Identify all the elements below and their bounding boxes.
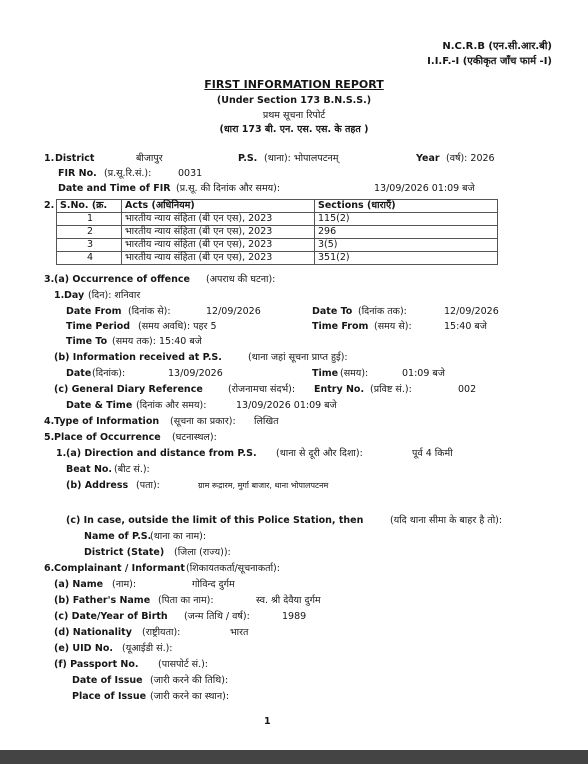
nationality-label-hindi: (राष्ट्रीयता): [142,627,181,638]
entry-no-label: Entry No. [314,384,365,395]
gd-reference-label: (c) General Diary Reference [54,384,203,395]
info-date-label: Date [66,368,92,379]
cell-sno: 2 [57,226,122,239]
acts-sections-table [56,199,498,265]
date-to-label-hindi: (दिनांक तक): [358,306,407,317]
gd-datetime-label: Date & Time [66,400,133,411]
nationality-value: भारत [230,627,249,638]
date-to-label: Date To [312,306,353,317]
day-label: Day [64,290,85,301]
dob-value: 1989 [282,611,307,622]
iif-header: I.I.F.-I (एकीकृत जाँच फार्म -I) [427,56,552,67]
time-period-value: (समय अवधि): पहर 5 [138,321,217,332]
district-value: बीजापुर [136,153,163,164]
info-date-label-hindi: (दिनांक): [92,368,126,379]
info-type-label: Type of Information [54,416,160,427]
fir-no-label: FIR No. [58,168,97,179]
place-of-issue-label-hindi: (जारी करने का स्थान): [150,691,230,702]
table-row [57,226,498,239]
ps-name-label-hindi: (थाना का नाम): [150,531,207,542]
time-period-label: Time Period [66,321,131,332]
date-to-value: 12/09/2026 [444,306,499,317]
complainant-label-hindi: (शिकायतकर्ता/सूचनाकर्ता): [186,563,280,574]
section-4-number: 4. [44,416,55,427]
ps-name-label: Name of P.S. [84,531,152,542]
cell-sno: 3 [57,239,122,252]
page-number: 1 [264,716,271,727]
table-row [57,213,498,226]
info-type-value: लिखित [254,416,279,427]
info-received-label-hindi: (थाना जहां सूचना प्राप्त हुई): [248,352,348,363]
gd-reference-label-hindi: (रोजनामचा संदर्भ): [228,384,296,395]
table-row [57,252,498,265]
occurrence-label-hindi: (अपराध की घटना): [206,274,276,285]
table-header-row [57,200,498,213]
name-label: (a) Name [54,579,104,590]
ps-label: P.S. [238,153,258,164]
report-subtitle-hindi: (धारा 173 बी. एन. एस. एस. के तहत ) [219,124,369,135]
outside-limit-label-hindi: (यदि थाना सीमा के बाहर है तो): [390,515,503,526]
cell-act: भारतीय न्याय संहिता (बी एन एस), 2023 [122,239,315,252]
ncrb-header: N.C.R.B (एन.सी.आर.बी) [442,41,552,52]
fir-no-value: 0031 [178,168,203,179]
fir-datetime-label: Date and Time of FIR [58,183,171,194]
direction-label-hindi: (थाना से दूरी और दिशा): [276,448,363,459]
beat-no-label-hindi: (बीट सं.): [114,464,150,475]
year-value: (वर्ष): 2026 [446,153,495,164]
fir-datetime-label-hindi: (प्र.सू. की दिनांक और समय): [176,183,281,194]
time-from-label: Time From [312,321,369,332]
cell-section: 351(2) [315,252,498,265]
info-type-label-hindi: (सूचना का प्रकार): [170,416,236,427]
fir-datetime-value: 13/09/2026 01:09 बजे [374,183,475,194]
date-of-issue-label: Date of Issue [72,675,143,686]
info-time-label-hindi: (समय): [340,368,369,379]
time-to-value: (समय तक): 15:40 बजे [112,336,202,347]
cell-sno: 1 [57,213,122,226]
cell-sno: 4 [57,252,122,265]
section-1-number: 1. [44,153,55,164]
date-of-issue-label-hindi: (जारी करने की तिथि): [150,675,229,686]
address-label: (b) Address [66,480,129,491]
father-name-value: स्व. श्री देवैया दुर्गम [256,595,321,606]
fir-no-label-hindi: (प्र.सू.रि.सं.): [104,168,152,179]
cell-act: भारतीय न्याय संहिता (बी एन एस), 2023 [122,213,315,226]
cell-section: 115(2) [315,213,498,226]
cell-act: भारतीय न्याय संहिता (बी एन एस), 2023 [122,226,315,239]
name-label-hindi: (नाम): [112,579,137,590]
column-header-acts: Acts (अधिनियम) [122,200,315,213]
date-from-value: 12/09/2026 [206,306,261,317]
info-time-value: 01:09 बजे [402,368,445,379]
info-time-label: Time [312,368,339,379]
info-date-value: 13/09/2026 [168,368,223,379]
cell-act: भारतीय न्याय संहिता (बी एन एस), 2023 [122,252,315,265]
day-value: (दिन): शनिवार [88,290,141,301]
info-received-label: (b) Information received at P.S. [54,352,222,363]
dob-label: (c) Date/Year of Birth [54,611,168,622]
section-2-number: 2. [44,200,55,211]
complainant-label: Complainant / Informant [54,563,185,574]
place-label-hindi: (घटनास्थल): [172,432,217,443]
direction-label: (a) Direction and distance from P.S. [66,448,257,459]
column-header-sno: S.No. (क्र. [57,200,122,213]
cell-section: 3(5) [315,239,498,252]
day-number: 1. [54,290,65,301]
uid-label-hindi: (यूआईडी सं.): [122,643,173,654]
dob-label-hindi: (जन्म तिथि / वर्ष): [184,611,250,622]
beat-no-label: Beat No. [66,464,113,475]
viewer-bottom-bar [0,750,588,764]
time-to-label: Time To [66,336,108,347]
entry-no-label-hindi: (प्रविष्ट सं.): [370,384,412,395]
address-label-hindi: (पता): [136,480,160,491]
district-label: District [55,153,95,164]
father-name-label: (b) Father's Name [54,595,151,606]
time-from-value: 15:40 बजे [444,321,487,332]
section-5-number: 5. [44,432,55,443]
entry-no-value: 002 [458,384,477,395]
direction-value: पूर्व 4 किमी [412,448,453,459]
report-subtitle: (Under Section 173 B.N.S.S.) [216,95,372,106]
district-state-label-hindi: (जिला (राज्य)): [174,547,231,558]
passport-label: (f) Passport No. [54,659,139,670]
table-row [57,239,498,252]
direction-number: 1. [56,448,67,459]
ps-value: (थाना): भोपालपटनम् [264,153,339,164]
occurrence-label: (a) Occurrence of offence [54,274,190,285]
date-from-label-hindi: (दिनांक से): [128,306,171,317]
section-3-number: 3. [44,274,55,285]
gd-datetime-label-hindi: (दिनांक और समय): [136,400,207,411]
name-value: गोविन्द दुर्गम [192,579,235,590]
uid-label: (e) UID No. [54,643,113,654]
gd-datetime-value: 13/09/2026 01:09 बजे [236,400,337,411]
address-value: ग्राम रूद्रारम, मुर्गा बाजार, थाना भोपालपटनम [198,481,329,490]
report-title: FIRST INFORMATION REPORT [204,78,384,91]
passport-label-hindi: (पासपोर्ट सं.): [158,659,208,670]
outside-limit-label: (c) In case, outside the limit of this Police Station, then [66,515,364,526]
section-6-number: 6. [44,563,55,574]
father-name-label-hindi: (पिता का नाम): [158,595,214,606]
year-label: Year [416,153,440,164]
cell-section: 296 [315,226,498,239]
place-label: Place of Occurrence [54,432,161,443]
date-from-label: Date From [66,306,122,317]
time-from-label-hindi: (समय से): [374,321,412,332]
district-state-label: District (State) [84,547,165,558]
nationality-label: (d) Nationality [54,627,132,638]
report-title-hindi: प्रथम सूचना रिपोर्ट [262,110,326,121]
column-header-sections: Sections (धाराएँ) [315,200,498,213]
place-of-issue-label: Place of Issue [72,691,147,702]
